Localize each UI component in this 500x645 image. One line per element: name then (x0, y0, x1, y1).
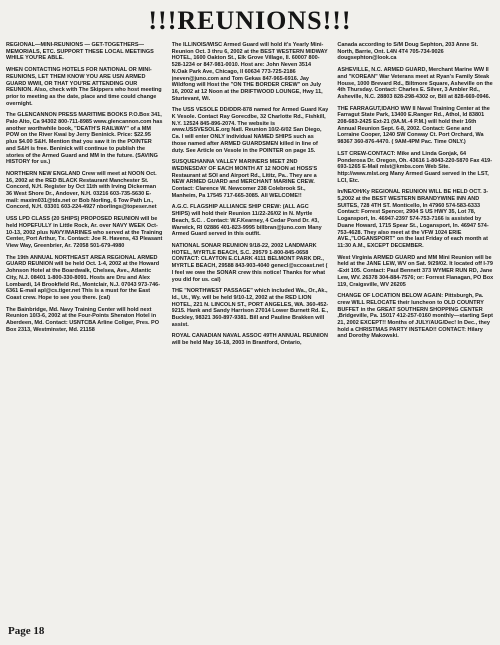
page-number: Page 18 (8, 625, 45, 637)
notice-paragraph: ASHEVILLE, N.C. ARMED GUARD, Merchant Marine WW II and "KOREAN" War Veterans meet at Ryan's Family Steak House, 1000 Brevard Rd., Biltmore Square, Asheville on the 4th Thursday. Contact: Charles E. Silver, 3 Ambler Rd., Asheville, N.C. 28803 828-298-4302 or, Bill at 828-669-0946. (337, 67, 493, 100)
notice-paragraph: REGIONAL—MINI-REUNIONS — GET-TOGETHERS— MEMORIALS, ETC. SUPPORT THESE LOCAL MEETINGS WHILE YOU'RE ABLE. (6, 42, 154, 62)
notice-paragraph: Canada according to S/M Doug Sephton, 203 Anne St. North, Barrie, Ont. L4N 4T4 705-734-9026 dougsephton@look.ca (337, 42, 479, 62)
notice-paragraph: USS LPD CLASS (20 SHIPS) PROPOSED REUNION will be held HOPEFULLY in Little Rock, Ar. over NAVY WEEK Oct-10-13, 2002 plus NAVY/MARINES who served at the Training Center, Port Arthur, Tx. Contact: Joe R. Havens, 43 Pleasant View Way, Greenbrier, Ar. 72058 501-679-4980 (6, 216, 163, 249)
notice-paragraph: SUSQUEHANNA VALLEY MARINERS MEET 2ND WEDNESDAY OF EACH MONTH AT 12 NOON at HOSS'S Restaurant at SOI and Airport Rd., Lititz, Pa.. They are a NEW ARMED GUARD and MERCHANT MARINE CREW. Contact: Clarence W. Newcomer 238 Colebrook St., Manheim, Pa 17545 717-665-3085. All WELCOME!! (171, 159, 318, 199)
notice-paragraph: The Bainbridge, Md. Navy Training Center will hold next Reunion 10/3-6, 2002 at the Four-Points Sheraton Hotel in Aberdeen, Md. Contact: USNTCBA Arline Coliger, Pres. PO Box 2313, Westminster, Md. 21158 (6, 306, 160, 333)
notice-paragraph: In/NE/OH/Ky REGIONAL REUNION WILL BE HELD OCT. 3-5,2002 at the BEST WESTERN BRANDYWINE INN AND SUITES, 728 4TH ST. Monticello, In 47960 574-583-6333 Contact: Forrest Spencer, 2904 S US HWY 35, Lot 78, Logansport, In. 46947-2397 574-753-7166 is assisted by Duane Howard, 1715 Spear St., Logansport, In. 46947 574-753-4628. They also meet at the VFW 1024 ERIE AVE.,"LOGANSPORT" on the last Friday of each month at 11:30 A.M., EXCEPT DECEMBER. (337, 189, 489, 249)
notice-paragraph: NATIONAL SONAR REUNION 9/18-22, 2002 LANDMARK HOTEL, MYRTLE BEACH, S.C. 29579 1-800-845-0658 CONTACT: CLAYTON E.CLARK 4111 BELMONT PARK DR., MYRTLE BEACH, 29588 843-903-4040 genecl@sccoast.net ( I feel we owe the SONAR crew this notice! Thanks for what you did for us. cal) (171, 242, 328, 283)
notice-paragraph: The 19th ANNUAL NORTHEAST AREA REGIONAL ARMED GUARD REUNION will be held Oct. 1-4, 2002 at the Howard Johnson Hotel at the Boardwalk, Chelsea, Ave., Atlantic City, N.J. 08401 1-800-330-8091. Hosts are Dru and Alex Lombardi, 14 Brookfield Rd., Montclair, N.J. 07043 973-746-6361 E-mail apl@cs.tiger.net This is a must for the East Coast crew. Hope to see you there. (cal) (6, 254, 161, 301)
column-2 (172, 42, 329, 602)
column-3 (337, 42, 494, 602)
notice-paragraph: ROYAL CANADIAN NAVAL ASSOC 49TH ANNUAL REUNION will be held May 16-18, 2003 in Brantford, Ontario, (171, 333, 328, 347)
notice-paragraph: West Virginia ARMED GUARD and MM Mini Reunion will be held at the JANE LEW, WV on Sat. 9/29/02. It located off I-79 -Exit 105. Contact: Paul Bennett 373 WYMER RUN RD, Jane Lew, WV. 26378 304-884-7576; or: Forrest Flanagan, PO Box 119, Craigsville, WV 26205 (337, 254, 494, 288)
notice-paragraph: The USS VESOLE DD/DDR-878 named for Armed Guard Kay K Vesole. Contact Ray Gorecdbe, 32 Charlotte Rd., Fishkill, N.Y. 12524 845-896-2074. The website is www.USSVESOLE.org Natl. Reunion 10/2-6/02 San Diego, Ca. I will enter ONLY individual NAMED SHIPS such as those named after ARMED GUARDSMEN killed in line of duty. See Article on Vesole in the POINTER on page 15. (171, 107, 329, 154)
notice-paragraph: CHANGE OF LOCATION BELOW AGAIN: Pittsburgh, Pa. crew WILL RELOCATE their luncheon to OLD COUNTRY BUFFET in the GREAT SOUTHERN SHOPPING CENTER ,Bridgeville, Pa. 15017 412-257-0160 monthly—starting Sept 21, 2002 EXCEPT!! Months of JULY/AUG/Dec! In Dec., they hold a CHRISTMAS PARTY INSTEAD!! CONTACT: Hilary and Dorothy Makowski. (337, 293, 493, 340)
notice-paragraph: WHEN CONTACTING HOTELS FOR NATIONAL OR MINI-REUNIONS, LET THEM KNOW YOU ARE USN ARMED GUARD WWII, OR THAT YOU'RE ATTENDING OUR REUNION. Also, check with The Skippers who host meeting prior to meeting as the date, place and time could change overnight. (6, 67, 162, 107)
notice-paragraph: THE FARRAGUT,IDAHO WW II Naval Training Center at the Farragut State Park, 13400 E.Ranger Rd., Athol, Id 83801 208-683-2425 Ext-21 (9A.M.-4 P.M.) will hold their 16th Annual Reunion Sept. 6-8, 2002. Contact: Gene and Lorraine Cooper, 1240 SW Conway Ct. Port Orchard, Wa 98367 360-876-4470. ( 9AM-4PM Pac. Time ONLY.) (337, 105, 490, 146)
notice-paragraph: NORTHERN NEW ENGLAND Crew will meet at NOON Oct. 16, 2002 at the RED BLACK Restaurant Manchester St. Concord, N.H. Register by Oct 11th with Irving Dickerman 36 West Shore Dr., Andover, N.H. 03216 603-735-5630 E-mail: maxim031@tds.net or Bob Norling, 6 Tow Path Ln., Concord, N.H. 03301 603-224-4927 nborlings@topeser.net (6, 170, 157, 211)
notice-paragraph: The GLENCANNON PRESS MARITIME BOOKS P.O.Box 341, Palo Alto, Ca 94302 800-711-8985 www.glencannon.com has another worthwhile book, "DEATH'S RAILWAY" of a MM POW on the River Kwai by Jerry Beninick. Price: $22.95 plus $4.00 S&H. Mention that you saw it in the POINTER and S&H is free. Beninick will continue to publish the stories of the Armed Guard and MM in the future. (SAVING HISTORY for us.) (6, 112, 163, 166)
page-title: !!!REUNIONS!!! (148, 6, 352, 35)
notice-paragraph: LST CREW-CONTACT: Mike and Linda Gonjak, 64 Ponderosa Dr. Oregon, Oh. 43616 1-8043-220-5870 Fax 419-693-1265 E-Mail mlst@kmbs.com Web Site. http://www.mlst.org Many Armed Guard served in the LST, LCI, Etc. (337, 150, 493, 184)
notice-paragraph: THE "NORTHWEST PASSAGE" which included Wa., Or.,Ak., Id., Ut., Wy. will be held 9/10-12, 2002 at the RED LION HOTEL, 221 N. LINCOLN ST., PORT ANGELES, WA. 360-452-9215. Hank and Sandy Harrison 27014 Lower Burnett Rd. E., Buckley, 98321 360-897-9381. Bill and Pauline Brakken will assist. (171, 288, 329, 328)
column-1 (6, 42, 163, 602)
notice-paragraph: The ILLINOIS/WISC Armed Guard will hold it's Yearly Mini-Reunion Oct. 3 thru 6, 2002 at the BEST WESTERN MIDWAY HOTEL, 1600 Oakton St., Elk Grove Village, Il. 60007 800-528-1234 or 847-981-0010. Host are: John Neven 3514 N.Oak Park Ave, Chicago, Il 60634 773-725-2186 jneven@juno.com and Tom Gekas 847-965-6916. Jay Wildfong will Host the "ON THE BORDER CREW" on July 16, 2002 at 12 Noon at the DRIFTWOOD LOUNGE, Hwy 11, Sturtevant, Wi. (171, 42, 328, 102)
notice-paragraph: A.G.C. FLAGSHIP ALLIANCE SHIP CREW: (ALL AGC SHIPS) will hold their Reunion 11/22-26/02 in N. Myrtle Beach, S.C. . Contact: W.F.Kearney, 4 Cedar Pond Dr. #3, Warwick, RI 02886 401-823-9995 billbran@juno.com Many Armed Guard served in this outfit. (171, 204, 322, 238)
article-columns (6, 42, 494, 602)
